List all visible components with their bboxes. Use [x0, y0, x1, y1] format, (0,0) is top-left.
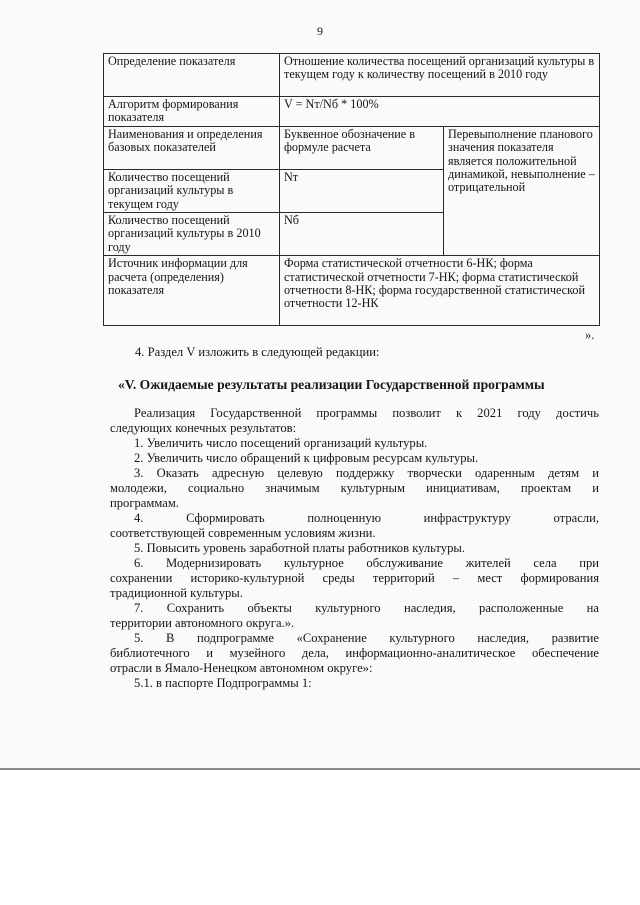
result-6-line-1: 6. Модернизировать культурное обслуживание жителей села при: [134, 556, 599, 570]
paragraph-5-1: 5.1. в паспорте Подпрограммы 1:: [134, 676, 312, 690]
intro-line-2: следующих конечных результатов:: [110, 421, 297, 435]
result-6-line-3: традиционной культуры.: [110, 586, 243, 600]
result-1: 1. Увеличить число посещений организаций культуры.: [134, 436, 428, 450]
result-2: 2. Увеличить число обращений к цифровым ресурсам культуры.: [134, 451, 479, 465]
paragraph-5-line-3: отрасли в Ямало-Ненецком автономном округе»:: [110, 661, 373, 675]
algorithm-label-cell: Алгоритм формирования показателя: [104, 97, 280, 127]
letter-label-cell: Буквенное обозначение в формуле расчета: [280, 126, 444, 169]
page-number: 9: [317, 24, 323, 38]
source-label-cell: Источник информации для расчета (определения) показателя: [104, 256, 280, 326]
algorithm-value-cell: V = Nт/Nб * 100%: [280, 97, 600, 127]
result-3-line-2: молодежи, социально значимым культурным инициативам, проектам и: [110, 481, 599, 495]
closing-quote: ».: [585, 328, 595, 342]
paragraph-5-line-2: библиотечного и музейного дела, информационно-аналитическое обеспечение: [110, 646, 599, 660]
scan-bottom-edge: [0, 768, 640, 770]
result-4-line-1: 4. Сформировать полноценную инфраструктуру отрасли,: [134, 511, 599, 525]
base-names-label-cell: Наименования и определения базовых показателей: [104, 126, 280, 169]
result-3-line-1: 3. Оказать адресную целевую поддержку творчески одаренным детям и: [134, 466, 599, 480]
table-row: [104, 126, 600, 169]
result-6-line-2: сохранении историко-культурной среды территорий – мест формирования: [110, 571, 599, 585]
current-visits-symbol-cell: Nт: [280, 169, 444, 212]
table-row: [104, 97, 600, 127]
intro-line-1: Реализация Государственной программы позволит к 2021 году достичь: [134, 406, 599, 420]
indicator-table: [103, 53, 600, 326]
result-7-line-2: территории автономного округа.».: [110, 616, 295, 630]
base-visits-symbol-cell: Nб: [280, 213, 444, 256]
result-7-line-1: 7. Сохранить объекты культурного наследия, расположенные на: [134, 601, 599, 615]
result-3-line-3: программам.: [110, 496, 179, 510]
section-heading: «V. Ожидаемые результаты реализации Государственной программы: [118, 377, 545, 392]
paragraph-5-line-1: 5. В подпрограмме «Сохранение культурного наследия, развитие: [134, 631, 599, 645]
table-row: [104, 256, 600, 326]
definition-value-cell: Отношение количества посещений организаций культуры в текущем году к количеству посещений в 2010 году: [280, 54, 600, 97]
current-visits-label-cell: Количество посещений организаций культуры в текущем году: [104, 169, 280, 212]
result-4-line-2: соответствующей современным условиям жизни.: [110, 526, 376, 540]
base-visits-label-cell: Количество посещений организаций культуры в 2010 году: [104, 213, 280, 256]
table-row: [104, 54, 600, 97]
source-value-cell: Форма статистической отчетности 6-НК; форма статистической отчетности 7-НК; форма статистической отчетности 8-НК; форма государственной статистической отчетности 12-НК: [280, 256, 600, 326]
item-4: 4. Раздел V изложить в следующей редакции:: [135, 345, 380, 359]
result-5: 5. Повысить уровень заработной платы работников культуры.: [134, 541, 465, 555]
interpretation-cell: Перевыполнение планового значения показателя является положительной динамикой, невыполнение – отрицательной: [444, 126, 600, 255]
definition-label-cell: Определение показателя: [104, 54, 280, 97]
